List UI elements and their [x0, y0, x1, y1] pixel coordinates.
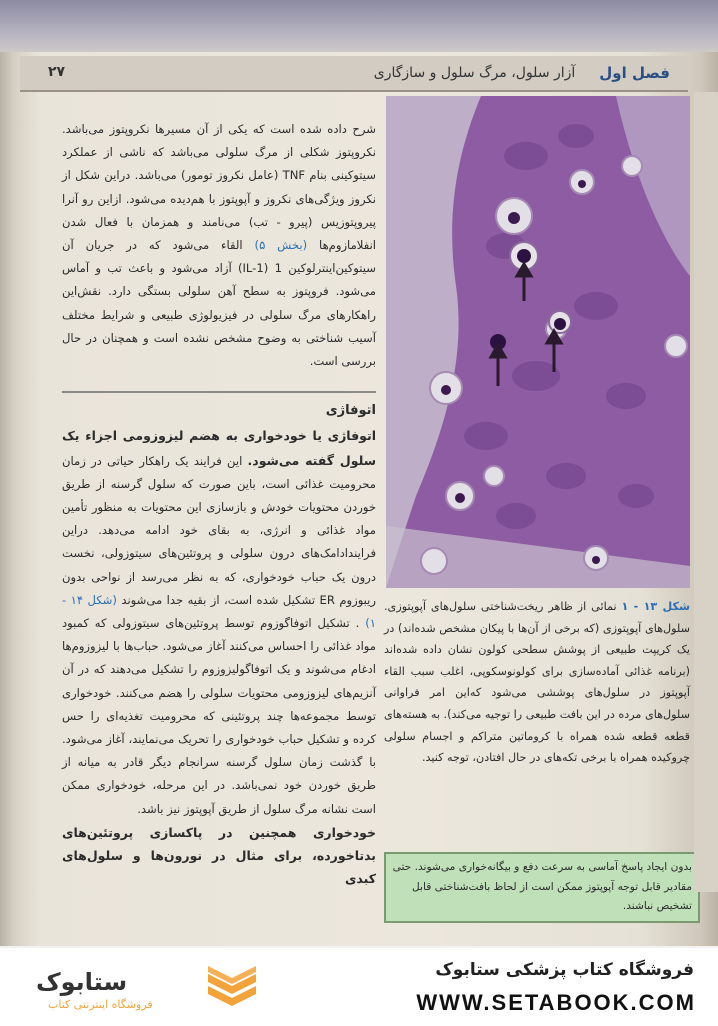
highlight-note-box: بدون ایجاد پاسخ آماسی به سرعت دفع و بیگانه‌خواری می‌شوند. حتی مقادیر قابل توجه آپوپتوز ممکن است از لحاظ بافت‌شناختی قابل تشخیص نباشند.	[384, 852, 700, 923]
paragraph-necroptosis	[62, 118, 376, 373]
setabook-logo[interactable]	[22, 960, 272, 1014]
paragraph-text: شرح داده شده است که یکی از آن مسیرها نکروپتوز می‌باشد. نکروپتوز شکلی از مرگ سلولی می‌باشد که ناشی از عملکرد سیتوکینی بنام TNF (عامل نکروز تومور) می‌باشد. دراین شکل از نکروز ویژگی‌های نکروز و آپوپتوز با هم‌دیده می‌شود. ازاین رو آنرا پیروپتوزیس (پیرو - تب) می‌نامند و همزمان با فعال شدن انفلامازوم‌ها	[62, 122, 377, 253]
page-number: ۲۷	[48, 64, 66, 80]
chapter-subtitle: آزار سلول، مرگ سلول و سازگاری	[373, 65, 576, 81]
page-top-margin	[0, 0, 718, 52]
logo-mark	[22, 960, 272, 1014]
footer-banner	[0, 946, 718, 1026]
figure-caption-text: نمائی از ظاهر ریخت‌شناختی سلول‌های آپوپتوزی. سلول‌های آپوپتوزی (که برخی از آن‌ها با پیکان مشخص شده‌اند) در یک کریپت طبیعی از پوشش سطحی کولون نشان داده شده‌اند (برنامه غذائی آماده‌سازی برای کولونوسکوپی، اغلب سبب القاء آپوپتوز در سلول‌های پوششی می‌شود که‌این امر فراوانی سلول‌های مرده در این بافت طبیعی را توجیه می‌کند). به هسته‌های قطعه قطعه شده همراه با کروماتین متراکم و اجسام سلولی چروکیده همراه با برخی تکه‌های در حال افتادن، توجه کنید.	[384, 600, 690, 765]
logo-main-text: ستابوک	[36, 968, 128, 996]
adjacent-page-edge	[694, 92, 718, 892]
running-header	[20, 56, 688, 92]
paragraph-text: . تشکیل اتوفاگوزوم توسط پروتئین‌های سیتوزولی که کمبود مواد غذائی را احساس می‌کنند آغاز می‌شود. حباب‌ها با لیزوزوم‌ها ادغام می‌شوند و یک اتوفاگولیزوزوم را تشکیل می‌دهند که در آن آنزیم‌های لیزوزومی محتویات سلولی را هضم می‌کنند. خودخواری توسط مجموعه‌ها چند پروتئینی که محرومیت تغذیه‌ای را حس کرده و تشکیل حباب خودخواری را تحریک می‌نمایند، آغاز می‌شود. با گذشت زمان سلول گرسنه سرانجام دیگر قادر به میانه از طریق خوردن خود نمی‌باشد. در این مرحله، خودخواری ممکن است نشانه مرگ سلول از طریق آپوپتوز نیز باشد.	[62, 616, 376, 816]
logo-sub-text: فروشگاه اینترنتی کتاب	[48, 998, 153, 1011]
micrograph-illustration	[386, 96, 690, 588]
shop-name: فروشگاه کتاب پزشکی ستابوک	[435, 960, 694, 980]
figure-label: شکل ۱۳ - ۱	[621, 600, 691, 613]
chapter-title: فصل اول	[599, 64, 670, 82]
paragraph-continued: خودخواری همچنین در پاکسازی پروتئین‌های بدتاخورده، برای مثال در نورون‌ها و سلول‌های کبدی	[62, 824, 376, 887]
paragraph-text: این فرایند یک راهکار حیاتی در زمان محرومیت غذائی است، باین صورت که سلول گرسنه از طریق خوردن محتویات خودش و بازسازی این محتویات به منظور تأمین مواد غذائی و انرژی، به بقای خود ادامه می‌دهد. دراین فرایندادامک‌های درون سلولی و پروتئین‌های سیتوزولی، نخست درون یک حباب خودخواری، که به نظر می‌رسد از نواحی بدون ریبوزوم ER تشکیل شده است، از بقیه جدا می‌شوند	[62, 453, 377, 607]
paragraph-autophagy	[62, 424, 376, 820]
shop-url-link[interactable]: WWW.SETABOOK.COM	[416, 990, 696, 1015]
main-text-column	[62, 118, 376, 891]
figure-caption	[384, 596, 690, 769]
micrograph-image	[386, 96, 690, 588]
paragraph-text: القاء می‌شود که در جریان آن سیتوکین‌اینترلوکین 1 (IL-1) آزاد می‌شود و باعث تب و آماس می‌شود. فروپتوز به سطح آهن سلولی بستگی دارد. نقش‌این راهکارهای مرگ سلولی در فیزیولوژی طبیعی و شرایط مختلف آسیب شناختی به وضوح مشخص نشده است و همچنان در حال بررسی است.	[62, 238, 376, 369]
lead-sentence: اتوفاژی یا خودخواری به هضم لیزوزومی اجزاء یک سلول گفته می‌شود.	[62, 428, 376, 468]
section-reference: (بخش ۵)	[254, 238, 308, 253]
figure-reference: (شکل ۱۴ - ۱)	[62, 592, 377, 631]
section-heading: اتوفاژی	[62, 391, 376, 422]
